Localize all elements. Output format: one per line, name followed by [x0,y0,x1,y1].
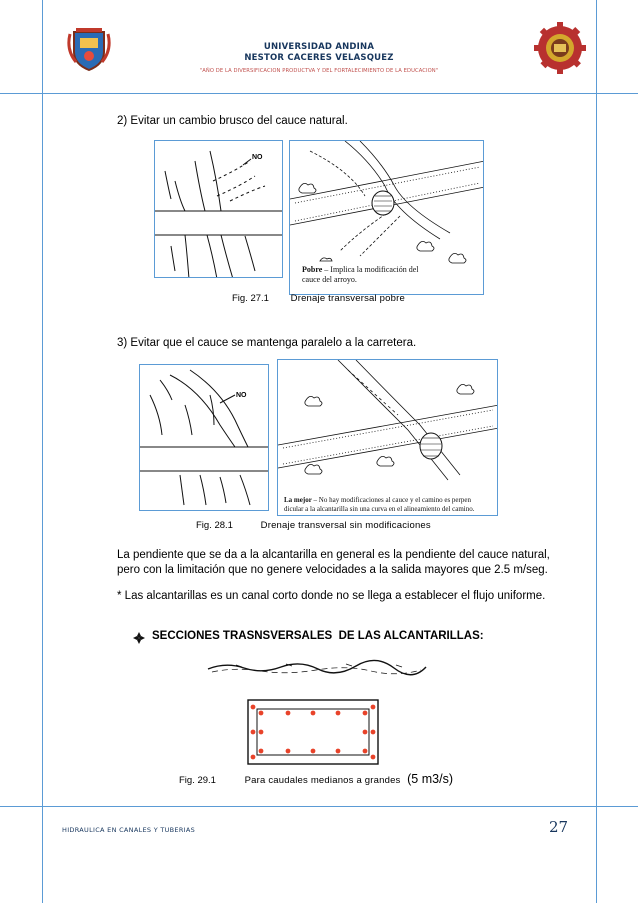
fig28-no-label: NO [236,392,247,399]
fig28-mejor-bold: La mejor [284,496,312,504]
fig28-left-diagram [139,364,269,511]
fig29-caption-number: Fig. 29.1 [179,775,216,786]
fig29-caption-flow: (5 m3/s) [407,772,453,786]
university-shield-logo [66,26,112,72]
fig29-terrain-line [206,658,428,680]
diamond-bullet-icon [133,631,145,643]
section-title: SECCIONES TRASNSVERSALES DE LAS ALCANTARILLAS: [152,630,484,642]
item-2-text: 2) Evitar un cambio brusco del cauce natural. [117,115,348,127]
rebar-dots [251,705,376,760]
page-number: 27 [549,818,569,836]
fig27-pobre-bold: Pobre [302,265,323,274]
svg-text:La mejor – No hay modificacion [284,496,471,504]
fig28-right-diagram [277,359,498,516]
fig28-mejor-desc2: dicular a la alcantarilla sin una curva en el alineamiento del camino. [284,505,475,513]
fig29-caption [179,772,453,786]
header-rule [0,93,638,94]
faculty-gear-logo [534,22,586,74]
fig27-pobre-desc1: – Implica la modificación del [322,265,419,274]
year-motto: "AÑO DE LA DIVERSIFICACION PRODUCTVA Y DEL FORTALECIMIENTO DE LA EDUCACION" [199,68,439,74]
right-margin-line [596,0,597,903]
fig27-left-diagram [154,140,283,278]
svg-text:Pobre – Implica la modificació [302,265,419,274]
university-subname: NESTOR CACERES VELASQUEZ [244,53,394,63]
document-header [150,42,488,74]
fig28-mejor-desc1: – No hay modificaciones al cauce y el camino es perpen [311,496,471,504]
fig28-caption [196,520,431,531]
university-name: UNIVERSIDAD ANDINA [263,42,375,52]
paragraph-uniform-flow: * Las alcantarillas es un canal corto donde no se llega a establecer el flujo uniforme. [117,590,546,602]
paragraph-slope-line2: pero con la limitación que no genere velocidades a la salida mayores que 2.5 m/seg. [117,564,548,576]
fig27-pobre-desc2: cauce del arroyo. [302,275,357,284]
fig28-caption-number: Fig. 28.1 [196,520,233,531]
item-3-text: 3) Evitar que el cauce se mantenga paralelo a la carretera. [117,337,417,349]
fig27-no-label: NO [252,154,263,161]
fig27-caption [232,293,405,304]
footer-rule [0,806,638,807]
left-margin-line [42,0,43,903]
fig27-caption-number: Fig. 27.1 [232,293,269,304]
fig27-right-diagram [289,140,484,295]
fig27-caption-text: Drenaje transversal pobre [290,293,405,304]
fig28-caption-text: Drenaje transversal sin modificaciones [260,520,431,531]
paragraph-slope-line1: La pendiente que se da a la alcantarilla en general es la pendiente del cauce natural, [117,549,550,561]
fig29-caption-text: Para caudales medianos a grandes [244,775,401,786]
footer-course-title: HIDRAULICA EN CANALES Y TUBERIAS [62,826,196,834]
fig29-box-culvert-section [247,699,379,765]
